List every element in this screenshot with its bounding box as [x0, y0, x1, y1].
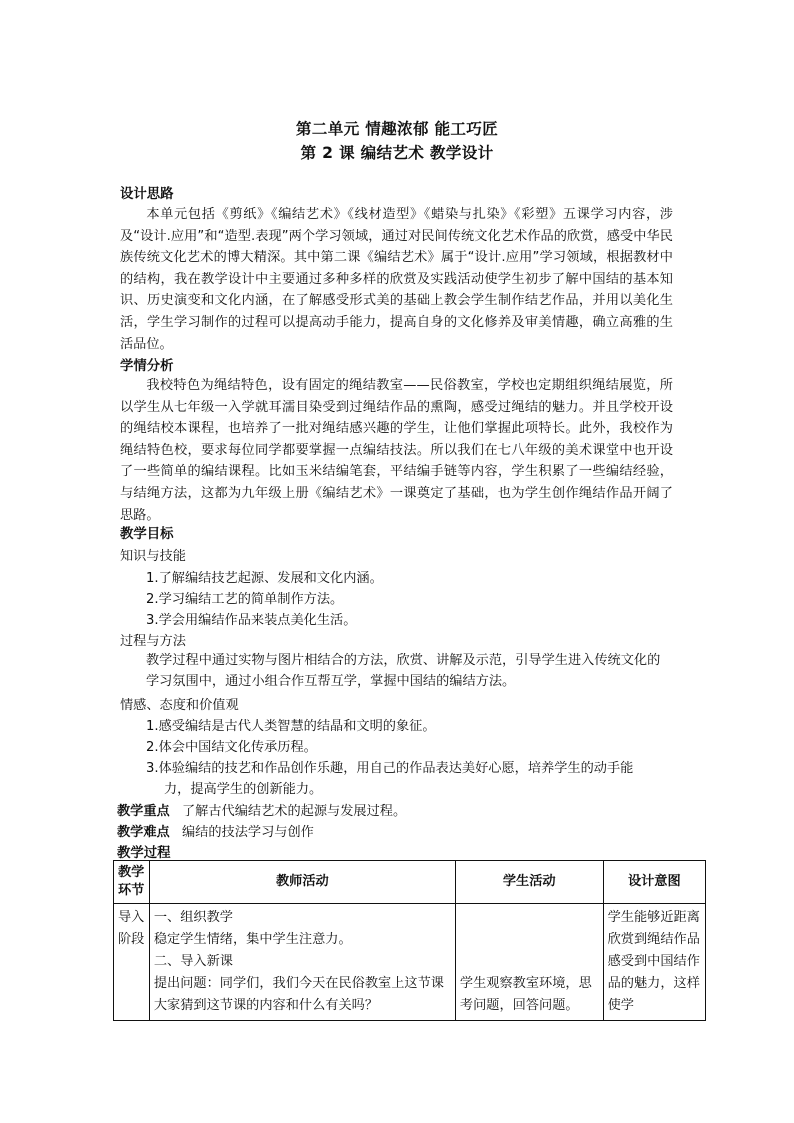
knowledge-label: 知识与技能	[120, 549, 186, 564]
header-student: 学生活动	[455, 861, 603, 904]
header-teacher: 教师活动	[149, 861, 455, 904]
knowledge-item-3: 3.学会用编结作品来装点美化生活。	[146, 613, 357, 628]
knowledge-item-1: 1.了解编结技艺起源、发展和文化内涵。	[146, 571, 383, 586]
emotion-item-3b: 力，提高学生的创新能力。	[164, 782, 323, 797]
process-text: 教学过程中通过实物与图片相结合的方法，欣赏、讲解及示范，引导学生进入传统文化的学习氛围中，通过小组合作互帮互学，掌握中国结的编结方法。	[146, 653, 661, 689]
student-cell: 学生观察教室环境，思考问题，回答问题。	[455, 904, 603, 1021]
difficulty-line	[117, 821, 314, 840]
lesson-title: 第 2 课 编结艺术 教学设计	[300, 144, 494, 162]
knowledge-item-2: 2.学习编结工艺的简单制作方法。	[146, 592, 344, 607]
process-table-heading: 教学过程	[117, 846, 171, 861]
design-text: 本单元包括《剪纸》《编结艺术》《线材造型》《蜡染与扎染》《彩塑》五课学习内容，涉及“设计.应用”和“造型.表现”两个学习领域，通过对民间传统文化艺术作品的欣赏，感受中华民族传统文化艺术的博大精深。其中第二课《编结艺术》属于“设计.应用”学习领域，根据教材中的结构，我在教学设计中主要通过多种多样的欣赏及实践活动使学生初步了解中国结的基本知识、历史演变和文化内涵，在了解感受形式美的基础上教会学生制作结艺作品，并用以美化生活，学生学习制作的过程可以提高动手能力，提高自身的文化修养及审美情趣，确立高雅的生活品位。	[120, 207, 673, 352]
teacher-line-2: 稳定学生情绪，集中学生注意力。	[153, 932, 352, 947]
emotion-label: 情感、态度和价值观	[120, 698, 239, 713]
process-label: 过程与方法	[120, 634, 186, 649]
emotion-item-3a: 3.体验编结的技艺和作品创作乐趣，用自己的作品表达美好心愿，培养学生的动手能	[146, 761, 634, 776]
analysis-heading: 学情分析	[120, 359, 174, 374]
unit-title: 第二单元 情趣浓郁 能工巧匠	[295, 120, 499, 138]
teaching-process-table	[113, 860, 706, 1021]
teacher-line-3: 二、导入新课	[153, 954, 233, 969]
key-point-line	[117, 800, 406, 819]
difficulty-text: 编结的技法学习与创作	[181, 825, 314, 840]
key-point-text: 了解古代编结艺术的起源与发展过程。	[181, 804, 407, 819]
analysis-paragraph	[120, 375, 673, 526]
difficulty-label: 教学难点	[117, 825, 170, 840]
teacher-cell	[149, 904, 455, 1021]
table-row	[114, 904, 706, 1021]
stage-cell: 导入阶段	[114, 904, 150, 1021]
process-paragraph	[146, 651, 673, 692]
teacher-line-1: 一、组织教学	[153, 910, 233, 925]
emotion-item-2: 2.体会中国结文化传承历程。	[146, 740, 317, 755]
design-paragraph	[120, 204, 673, 355]
header-intent: 设计意图	[603, 861, 705, 904]
emotion-item-1: 1.感受编结是古代人类智慧的结晶和文明的象征。	[146, 719, 436, 734]
header-stage: 教学环节	[114, 861, 150, 904]
objectives-heading: 教学目标	[120, 527, 174, 542]
analysis-text: 我校特色为绳结特色，设有固定的绳结教室——民俗教室，学校也定期组织绳结展览，所以学生从七年级一入学就耳濡目染受到过绳结作品的熏陶，感受过绳结的魅力。并且学校开设的绳结校本课程，也培养了一批对绳结感兴趣的学生，让他们掌握此项特长。此外，我校作为绳结特色校，要求每位同学都要掌握一点编结技法。所以我们在七八年级的美术课堂中也开设了一些简单的编结课程。比如玉米结编笔套，平结编手链等内容，学生积累了一些编结经验，与结绳方法，这都为九年级上册《编结艺术》一课奠定了基础，也为学生创作绳结作品开阔了思路。	[120, 378, 673, 523]
teacher-line-4: 提出问题：同学们，我们今天在民俗教室上这节课大家猜到这节课的内容和什么有关吗？	[153, 976, 444, 1013]
design-heading: 设计思路	[120, 187, 174, 202]
key-point-label: 教学重点	[117, 804, 170, 819]
table-header-row	[114, 861, 706, 904]
intent-cell: 学生能够近距离欣赏到绳结作品感受到中国结作品的魅力，这样使学	[603, 904, 705, 1021]
